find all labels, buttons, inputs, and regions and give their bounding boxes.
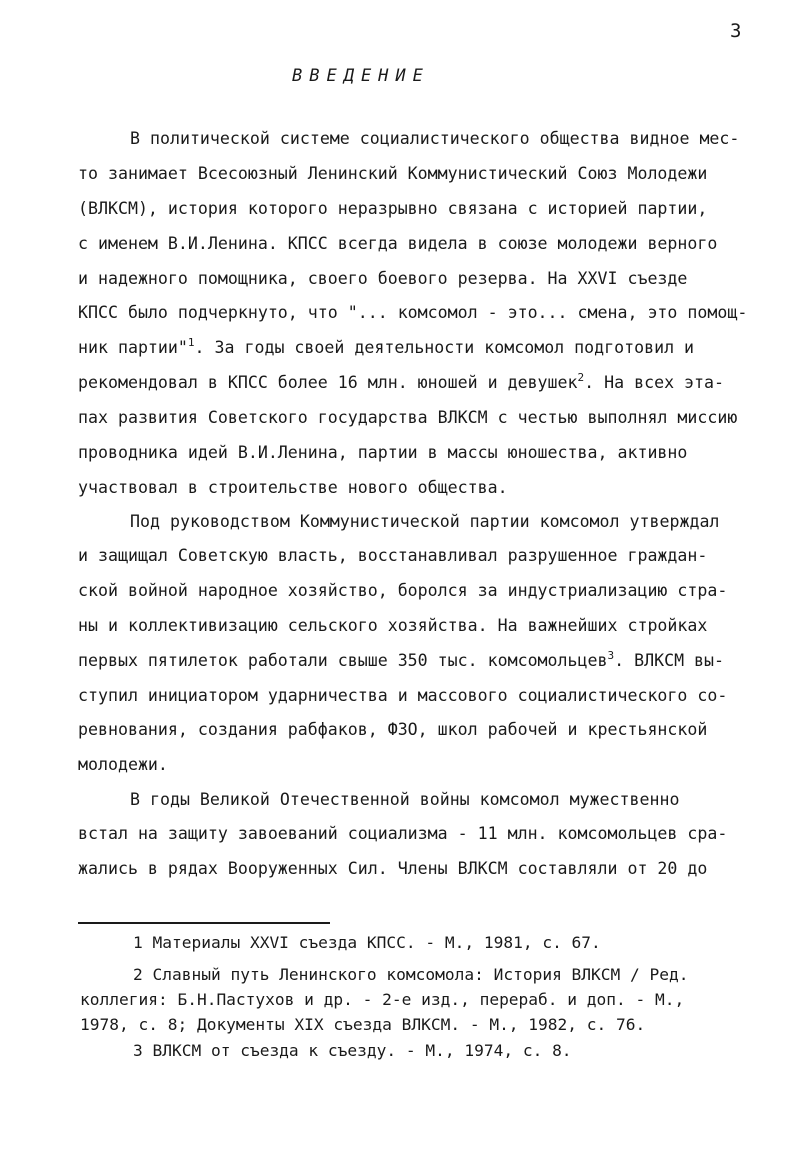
footnote-ref-2: 2 bbox=[577, 371, 585, 384]
footnote-2: 2 Славный путь Ленинского комсомола: История ВЛКСМ / Ред. bbox=[133, 965, 689, 984]
body-line-text: рекомендовал в КПСС более 16 млн. юношей и девушек bbox=[78, 373, 578, 392]
body-line: пах развития Советского государства ВЛКСМ с честью выполнял миссию bbox=[78, 408, 738, 427]
body-line: участвовал в строительстве нового общества. bbox=[78, 478, 508, 497]
footnote-ref-3: 3 bbox=[607, 649, 615, 662]
body-line: проводника идей В.И.Ленина, партии в массы юношества, активно bbox=[78, 443, 688, 462]
footnote-divider bbox=[78, 922, 330, 924]
footnote-1: 1 Материалы XXVI съезда КПСС. - М., 1981, с. 67. bbox=[133, 933, 601, 952]
footnote-ref-1: 1 bbox=[187, 336, 195, 349]
body-line: и защищал Советскую власть, восстанавливал разрушенное граждан- bbox=[78, 546, 708, 565]
body-line: ны и коллективизацию сельского хозяйства. На важнейших стройках bbox=[78, 616, 708, 635]
body-line bbox=[78, 371, 768, 392]
body-line: В годы Великой Отечественной войны комсомол мужественно bbox=[130, 790, 680, 809]
body-line: с именем В.И.Ленина. КПСС всегда видела в союзе молодежи верного bbox=[78, 234, 718, 253]
body-line-text: . На всех эта- bbox=[584, 373, 725, 392]
body-line: встал на защиту завоеваний социализма - 11 млн. комсомольцев сра- bbox=[78, 824, 728, 843]
body-line: и надежного помощника, своего боевого резерва. На XXVI съезде bbox=[78, 269, 688, 288]
body-line-text: . За годы своей деятельности комсомол подготовил и bbox=[194, 338, 695, 357]
footnote-2-continued: коллегия: Б.Н.Пастухов и др. - 2-е изд., перераб. и доп. - М., bbox=[80, 990, 685, 1009]
body-line: молодежи. bbox=[78, 755, 168, 774]
body-line-text: ник партии" bbox=[78, 338, 188, 357]
footnote-2-continued: 1978, с. 8; Документы XIX съезда ВЛКСМ. - М., 1982, с. 76. bbox=[80, 1015, 646, 1034]
body-line: Под руководством Коммунистической партии комсомол утверждал bbox=[130, 512, 720, 531]
body-line-text: . ВЛКСМ вы- bbox=[614, 651, 725, 670]
page-title: ВВЕДЕНИЕ bbox=[292, 66, 430, 86]
footnote-3: 3 ВЛКСМ от съезда к съезду. - М., 1974, с. 8. bbox=[133, 1041, 572, 1060]
body-line bbox=[78, 336, 768, 357]
body-line: В политической системе социалистического общества видное мес- bbox=[130, 129, 740, 148]
body-line: ревнования, создания рабфаков, ФЗО, школ рабочей и крестьянской bbox=[78, 720, 708, 739]
body-line-text: первых пятилеток работали свыше 350 тыс. комсомольцев bbox=[78, 651, 608, 670]
body-line: (ВЛКСМ), история которого неразрывно связана с историей партии, bbox=[78, 199, 708, 218]
body-line: жались в рядах Вооруженных Сил. Члены ВЛКСМ составляли от 20 до bbox=[78, 859, 708, 878]
body-line: КПСС было подчеркнуто, что "... комсомол - это... смена, это помощ- bbox=[78, 303, 748, 322]
body-line: ступил инициатором ударничества и массового социалистического со- bbox=[78, 686, 728, 705]
body-line: то занимает Всесоюзный Ленинский Коммунистический Союз Молодежи bbox=[78, 164, 708, 183]
page-number: 3 bbox=[730, 20, 742, 42]
body-line bbox=[78, 649, 768, 670]
body-line: ской войной народное хозяйство, боролся за индустриализацию стра- bbox=[78, 581, 728, 600]
